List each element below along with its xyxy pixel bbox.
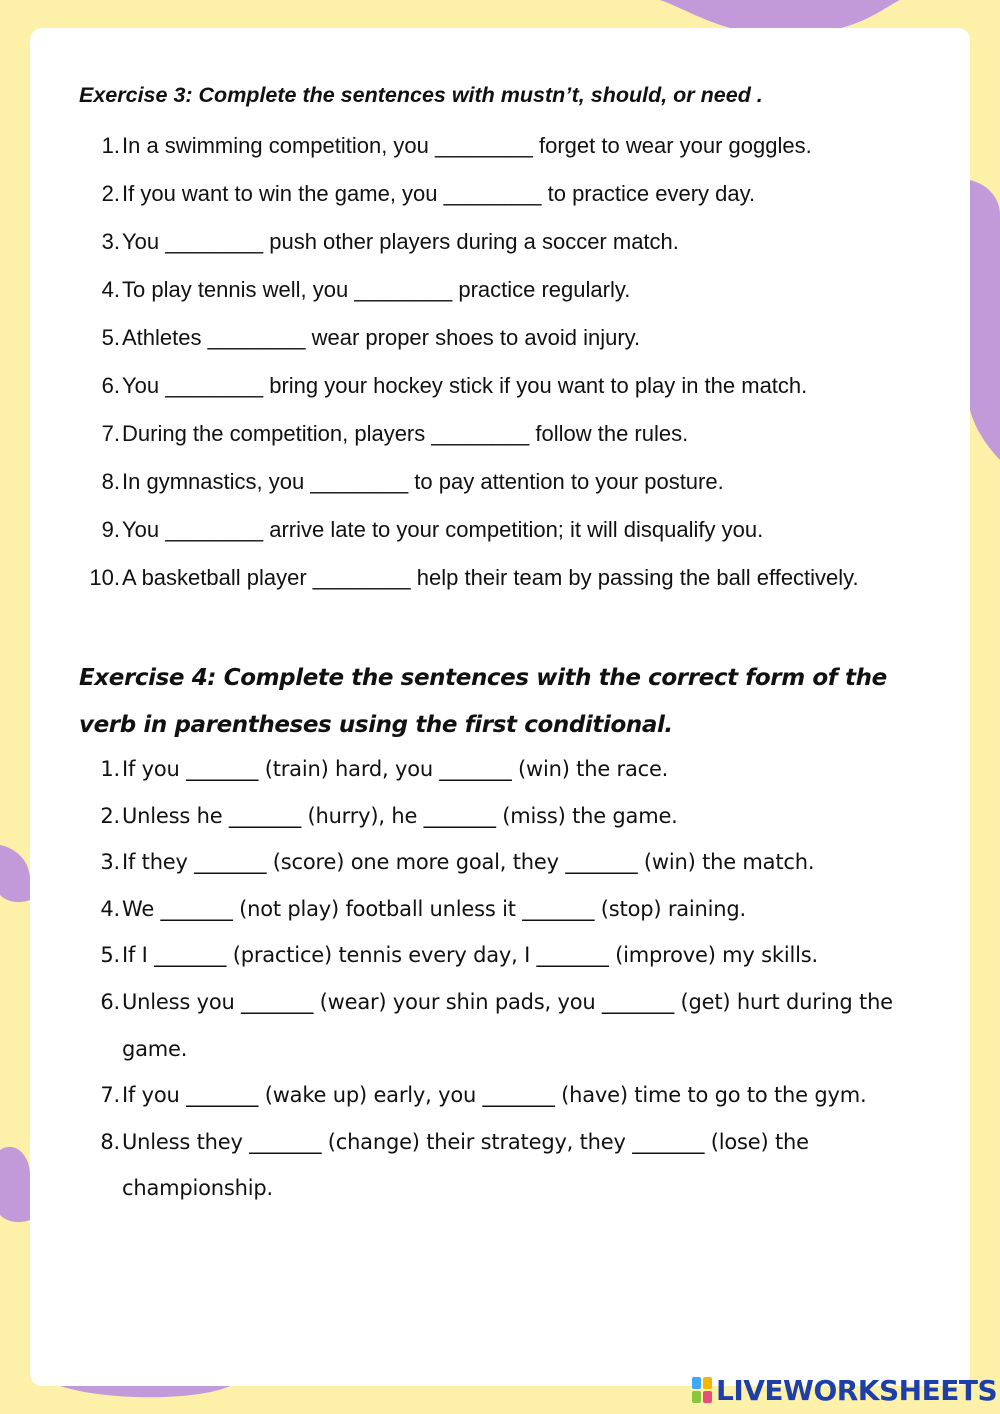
question-item [0,793,1000,840]
question-item [0,1072,1000,1119]
question-item [0,362,1000,410]
question-item [0,314,1000,362]
exercise-4-list [0,746,1000,1212]
question-number: 10. [89,565,120,590]
question-text: You ________ bring your hockey stick if you want to play in the match. [122,373,808,398]
question-item [0,506,1000,554]
question-item [0,1119,1000,1212]
question-text: If they _______ (score) one more goal, they _______ (win) the match. [122,850,815,875]
exercise-3-list [0,122,1000,602]
question-number: 8. [100,1129,120,1154]
liveworksheets-logo-icon [692,1377,712,1403]
question-item [0,122,1000,170]
question-item [0,458,1000,506]
question-text: If you _______ (train) hard, you _______ (win) the race. [122,757,669,781]
question-text: Athletes ________ wear proper shoes to avoid injury. [122,325,641,350]
question-number: 6. [100,989,120,1014]
question-number: 2. [101,181,120,206]
question-item [0,218,1000,266]
question-number: 5. [100,943,120,968]
question-text: If I _______ (practice) tennis every day, I _______ (improve) my skills. [122,943,818,968]
question-number: 1. [101,133,120,158]
liveworksheets-logo-text: LIVEWORKSHEETS [716,1373,998,1407]
question-text: In gymnastics, you ________ to pay attention to your posture. [122,469,724,494]
question-item [0,266,1000,314]
question-text: Unless you _______ (wear) your shin pads, you _______ (get) hurt during the game. [122,989,893,1061]
question-text: Unless they _______ (change) their strategy, they _______ (lose) the championship. [122,1129,809,1201]
question-number: 4. [100,896,120,921]
question-text: If you _______ (wake up) early, you _______ (have) time to go to the gym. [122,1083,867,1108]
question-item [0,746,1000,793]
question-text: We _______ (not play) football unless it _______ (stop) raining. [122,896,747,921]
question-number: 4. [101,277,120,302]
question-text: During the competition, players ________ follow the rules. [122,421,689,446]
question-text: A basketball player ________ help their team by passing the ball effectively. [122,565,859,590]
question-item [0,554,1000,602]
question-text: If you want to win the game, you ________ to practice every day. [122,181,756,206]
question-item [0,979,1000,1072]
question-text: Unless he _______ (hurry), he _______ (miss) the game. [122,803,678,828]
liveworksheets-logo[interactable] [692,1372,997,1408]
question-number: 7. [101,421,120,446]
question-number: 8. [101,469,120,494]
question-text: You ________ arrive late to your competition; it will disqualify you. [122,517,764,542]
question-text: You ________ push other players during a soccer match. [122,229,679,254]
question-number: 5. [101,325,120,350]
exercise-3-title: Exercise 3: Complete the sentences with mustn’t, should, or need . [79,83,763,107]
question-item [0,410,1000,458]
question-item [0,886,1000,933]
question-number: 2. [100,803,120,828]
exercise-4-title: Exercise 4: Complete the sentences with the correct form of the verb in parentheses using the first conditional. [79,665,887,738]
question-item [0,839,1000,886]
question-number: 6. [101,373,120,398]
question-number: 9. [101,517,120,542]
question-number: 7. [100,1083,120,1108]
question-number: 3. [100,850,120,875]
question-text: To play tennis well, you ________ practice regularly. [122,277,631,302]
question-item [0,932,1000,979]
question-number: 1. [100,757,120,781]
question-number: 3. [101,229,120,254]
question-item [0,170,1000,218]
question-text: In a swimming competition, you ________ forget to wear your goggles. [122,133,812,158]
